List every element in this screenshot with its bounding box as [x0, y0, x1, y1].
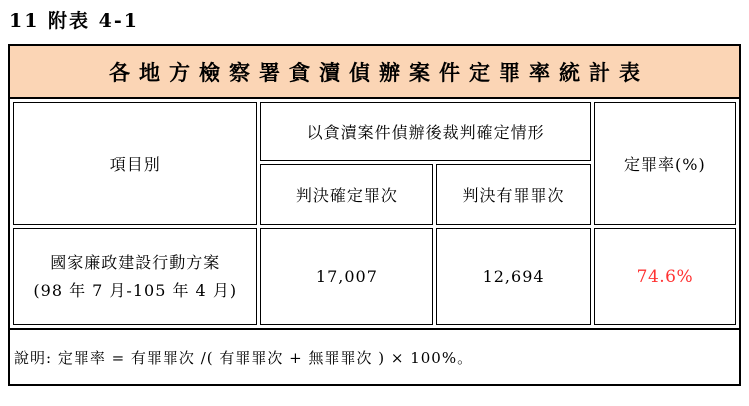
- conviction-rate-value: 74.6%: [636, 266, 694, 287]
- page-title: 11 附表 4-1: [9, 10, 139, 32]
- explanation-note: 說明: 定罪率 = 有罪罪次 /( 有罪罪次 + 無罪罪次 ) × 100%。: [10, 328, 739, 384]
- table-title-banner: 各地方檢察署貪瀆偵辦案件定罪率統計表: [10, 46, 739, 99]
- item-name-cell: [13, 228, 257, 325]
- item-name-line1: 國家廉政建設行動方案: [50, 252, 221, 272]
- confirmed-count-cell: 17,007: [260, 228, 433, 325]
- header-sub-guilty-counts: 判決有罪罪次: [436, 164, 590, 225]
- header-item-col: 項目別: [13, 102, 257, 225]
- statistics-document-frame: [8, 44, 741, 386]
- header-group-judgment-outcome: 以貪瀆案件偵辦後裁判確定情形: [260, 102, 590, 161]
- conviction-rate-table: [10, 99, 739, 328]
- header-row-group: [13, 102, 736, 161]
- guilty-count-cell: 12,694: [436, 228, 590, 325]
- item-name-line2: (98 年 7 月-105 年 4 月): [33, 280, 238, 300]
- header-conviction-rate-col: 定罪率(%): [594, 102, 736, 225]
- conviction-rate-cell: [594, 228, 736, 325]
- table-row: [13, 228, 736, 325]
- header-sub-confirmed-counts: 判決確定罪次: [260, 164, 433, 225]
